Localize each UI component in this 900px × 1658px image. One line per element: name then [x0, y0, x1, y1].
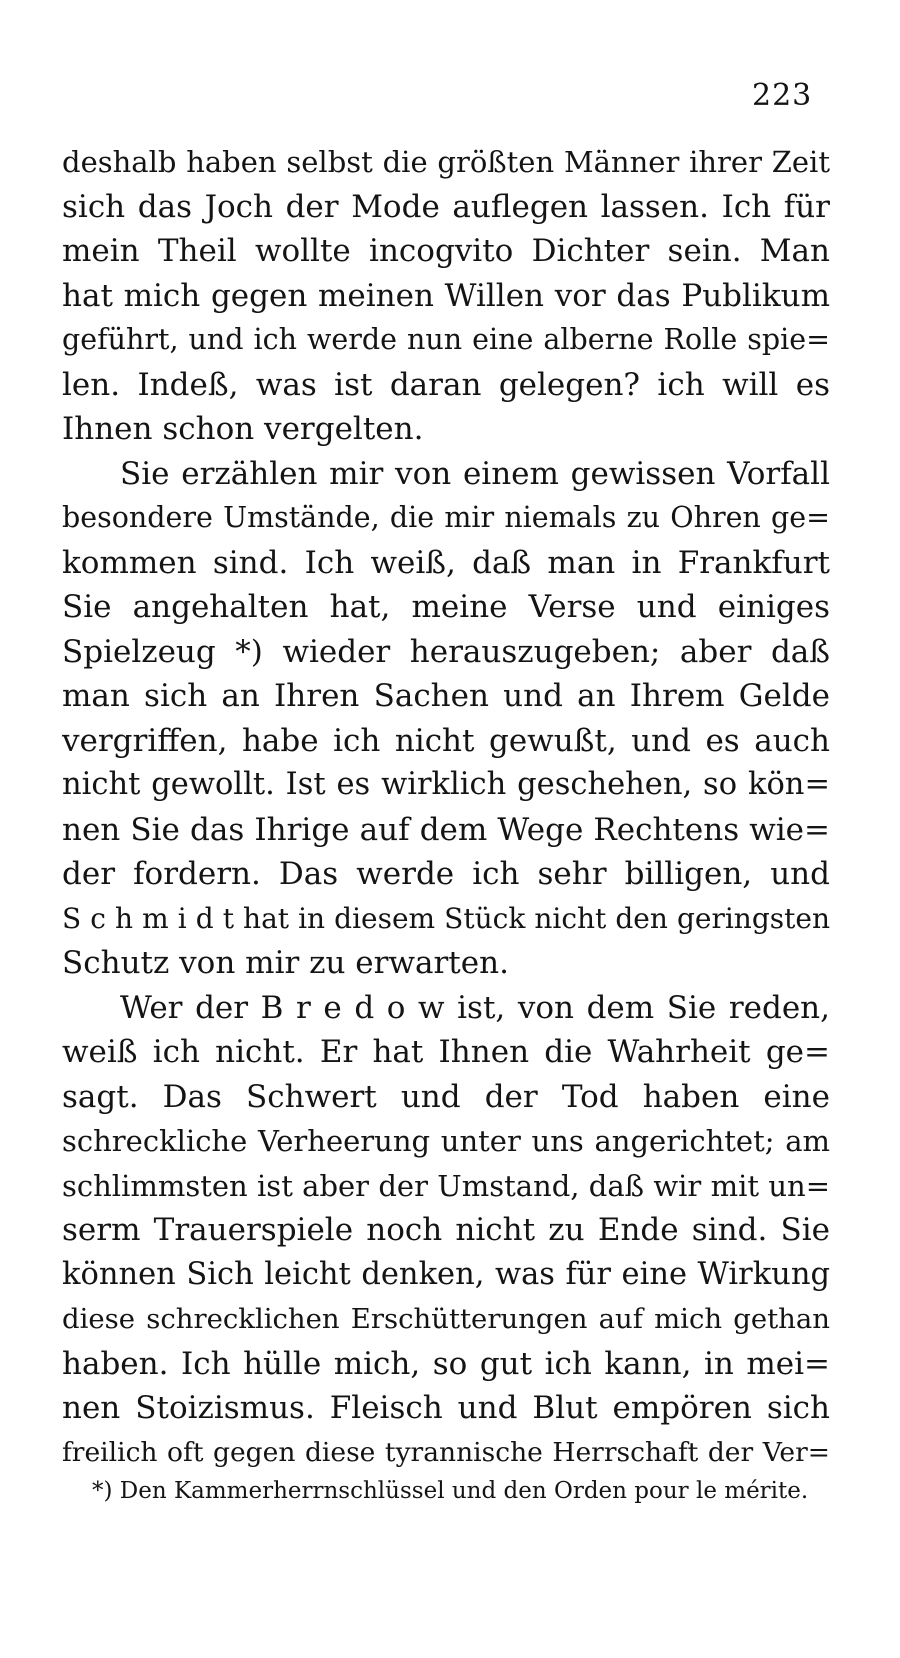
text-line: weiß ich nicht. Er hat Ihnen die Wahrheit ge=: [62, 1034, 830, 1070]
text-line: len. Indeß, was ist daran gelegen? ich will es: [62, 366, 830, 403]
text-line: nen Sie das Ihrige auf dem Wege Rechtens wie=: [62, 811, 830, 848]
text-line: Ihnen schon vergelten.: [62, 411, 424, 447]
text-line: sagt. Das Schwert und der Tod haben eine: [62, 1078, 830, 1115]
text-line: serm Trauerspiele noch nicht zu Ende sind. Sie: [62, 1212, 830, 1248]
text-line: S c h m i d t hat in diesem Stück nicht den geringsten: [62, 901, 830, 935]
text-line: Sie erzählen mir von einem gewissen Vorfall: [120, 455, 830, 492]
text-line: geführt, und ich werde nun eine alberne Rolle spie=: [62, 323, 830, 356]
text-line: vergriffen, habe ich nicht gewußt, und es auch: [62, 722, 830, 759]
text-line: schlimmsten ist aber der Umstand, daß wir mit un=: [62, 1168, 830, 1203]
text-line: Spielzeug *) wieder herauszugeben; aber daß: [62, 633, 830, 670]
text-line: man sich an Ihren Sachen und an Ihrem Gelde: [62, 678, 830, 714]
text-line: Wer der B r e d o w ist, von dem Sie reden,: [120, 989, 830, 1026]
text-line: diese schrecklichen Erschütterungen auf mich gethan: [62, 1303, 830, 1335]
text-line: schreckliche Verheerung unter uns angerichtet; am: [62, 1124, 830, 1158]
footnote: *) Den Kammerherrnschlüssel und den Orden pour le mérite.: [92, 1478, 809, 1504]
text-line: haben. Ich hülle mich, so gut ich kann, in mei=: [62, 1345, 830, 1382]
text-line: Sie angehalten hat, meine Verse und einiges: [62, 589, 830, 625]
text-line: Schutz von mir zu erwarten.: [62, 945, 509, 981]
text-line: freilich oft gegen diese tyrannische Herrschaft der Ver=: [62, 1436, 830, 1468]
text-line: kommen sind. Ich weiß, daß man in Frankfurt: [62, 544, 830, 581]
text-line: mein Theil wollte incogvito Dichter sein. Man: [62, 233, 830, 269]
text-line: können Sich leicht denken, was für eine Wirkung: [62, 1256, 830, 1292]
text-line: nicht gewollt. Ist es wirklich geschehen, so kön=: [62, 767, 830, 802]
text-line: hat mich gegen meinen Willen vor das Publikum: [62, 277, 830, 314]
text-line: sich das Joch der Mode auflegen lassen. Ich für: [62, 188, 830, 225]
text-line: besondere Umstände, die mir niemals zu Ohren ge=: [62, 501, 830, 534]
text-line: nen Stoizismus. Fleisch und Blut empören sich: [62, 1390, 830, 1426]
text-line: deshalb haben selbst die größten Männer ihrer Zeit: [62, 145, 830, 179]
body-text: [62, 140, 830, 1475]
text-line: der fordern. Das werde ich sehr billigen, und: [62, 856, 830, 892]
page-number: 223: [752, 78, 813, 113]
